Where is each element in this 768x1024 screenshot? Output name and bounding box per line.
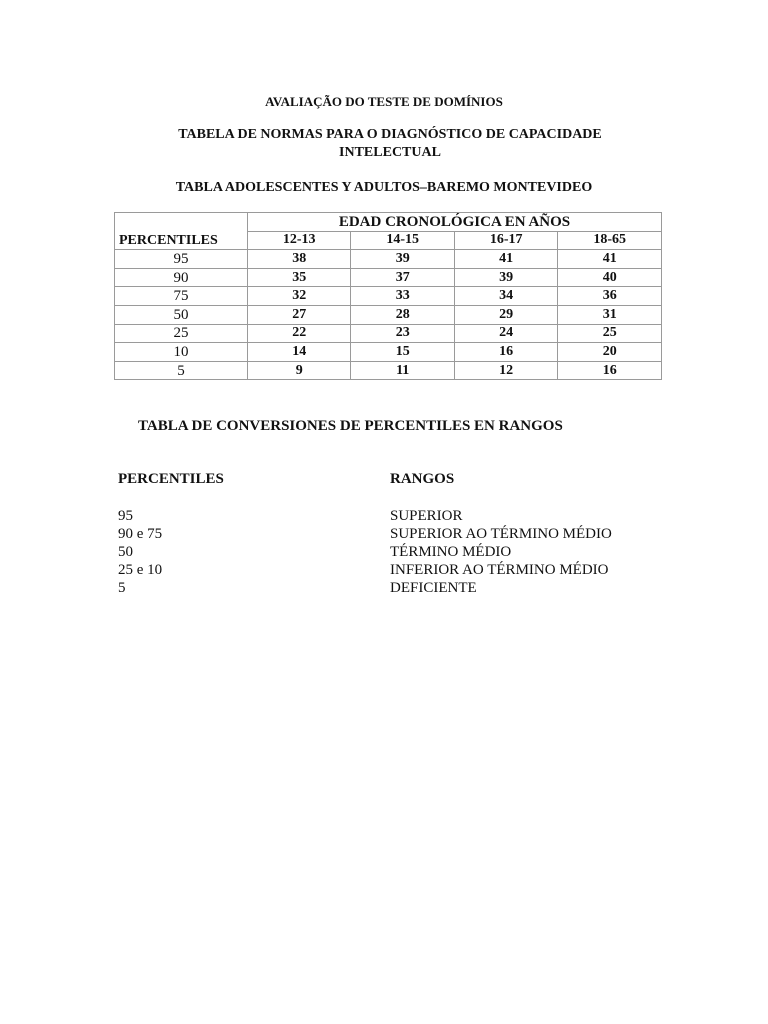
score-cell: 35 — [248, 268, 351, 287]
table-row — [115, 287, 662, 306]
percentile-cell: 75 — [115, 287, 248, 306]
score-cell: 41 — [454, 250, 557, 269]
score-cell: 31 — [558, 305, 662, 324]
table-row — [115, 250, 662, 269]
table-subtitle: TABLA ADOLESCENTES Y ADULTOS–BAREMO MONTEVIDEO — [175, 180, 593, 195]
norms-table — [114, 212, 662, 380]
age-group-cell: 16-17 — [454, 231, 557, 250]
percentile-cell: 50 — [115, 305, 248, 324]
score-cell: 32 — [248, 287, 351, 306]
conversion-range: SUPERIOR AO TÉRMINO MÉDIO — [390, 526, 612, 542]
percentile-cell: 95 — [115, 250, 248, 269]
score-cell: 25 — [558, 324, 662, 343]
conversion-percentile: 25 e 10 — [118, 562, 163, 578]
norms-heading: TABELA DE NORMAS PARA O DIAGNÓSTICO DE CAPACIDADE INTELECTUAL — [178, 127, 602, 160]
score-cell: 36 — [558, 287, 662, 306]
score-cell: 39 — [454, 268, 557, 287]
conversion-percentile: 50 — [118, 544, 133, 560]
score-cell: 15 — [351, 343, 454, 362]
table-row — [115, 361, 662, 380]
score-cell: 38 — [248, 250, 351, 269]
score-cell: 33 — [351, 287, 454, 306]
conversion-percentile: 5 — [118, 580, 126, 596]
percentile-cell: 90 — [115, 268, 248, 287]
score-cell: 28 — [351, 305, 454, 324]
score-cell: 34 — [454, 287, 557, 306]
score-cell: 16 — [454, 343, 557, 362]
ranges-column-header: RANGOS — [390, 471, 455, 487]
table-header-row — [115, 213, 662, 232]
score-cell: 16 — [558, 361, 662, 380]
score-cell: 20 — [558, 343, 662, 362]
percentiles-column-header: PERCENTILES — [118, 471, 224, 487]
percentiles-header: PERCENTILES — [115, 213, 248, 250]
score-cell: 40 — [558, 268, 662, 287]
table-row — [115, 343, 662, 362]
percentile-cell: 10 — [115, 343, 248, 362]
conversion-range: DEFICIENTE — [390, 580, 477, 596]
age-group-cell: 18-65 — [558, 231, 662, 250]
range-list — [390, 507, 612, 597]
age-header: EDAD CRONOLÓGICA EN AÑOS — [248, 213, 662, 232]
conversion-title: TABLA DE CONVERSIONES DE PERCENTILES EN RANGOS — [138, 418, 563, 434]
table-row — [115, 324, 662, 343]
score-cell: 22 — [248, 324, 351, 343]
table-row — [115, 268, 662, 287]
score-cell: 24 — [454, 324, 557, 343]
conversion-percentile: 95 — [118, 508, 133, 524]
score-cell: 14 — [248, 343, 351, 362]
score-cell: 23 — [351, 324, 454, 343]
age-group-cell: 12-13 — [248, 231, 351, 250]
score-cell: 29 — [454, 305, 557, 324]
score-cell: 12 — [454, 361, 557, 380]
conversion-range: INFERIOR AO TÉRMINO MÉDIO — [390, 562, 609, 578]
conversion-percentile: 90 e 75 — [118, 526, 163, 542]
conversion-range: SUPERIOR — [390, 508, 463, 524]
score-cell: 27 — [248, 305, 351, 324]
score-cell: 11 — [351, 361, 454, 380]
score-cell: 37 — [351, 268, 454, 287]
percentile-list — [118, 507, 162, 597]
percentile-cell: 5 — [115, 361, 248, 380]
score-cell: 41 — [558, 250, 662, 269]
age-group-cell: 14-15 — [351, 231, 454, 250]
conversion-range: TÉRMINO MÉDIO — [390, 544, 512, 560]
percentile-cell: 25 — [115, 324, 248, 343]
score-cell: 9 — [248, 361, 351, 380]
score-cell: 39 — [351, 250, 454, 269]
table-row — [115, 305, 662, 324]
document-title: AVALIAÇÃO DO TESTE DE DOMÍNIOS — [265, 94, 503, 109]
